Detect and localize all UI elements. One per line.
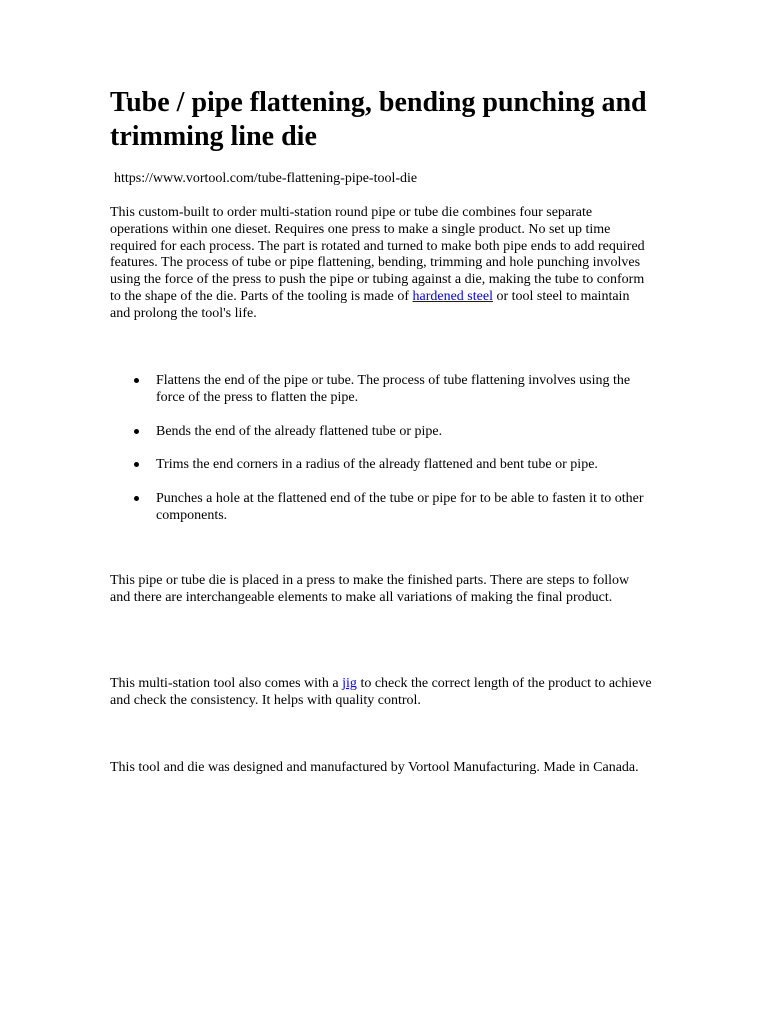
- intro-text-end: or tool steel to maintain and prolong the tool's life.: [110, 288, 630, 321]
- list-item: [110, 372, 662, 406]
- intro-text-start: This custom-built to order multi-station round pipe or tube die combines four separate operations within one dieset. Requires one press to make a single product. No set up time required for each process. The part is rotated and turned to make both pipe ends to add required features. The process of tube or pipe flattening, bending, trimming and hole punching involves using the force of the press to push the pipe or tubing against a die, making the tube to conform to the shape of the die. Parts of the tooling is made of: [110, 205, 645, 304]
- bullet-icon: [134, 429, 139, 434]
- document-title: Tube / pipe flattening, bending punching and trimming line die: [110, 87, 647, 152]
- list-item-text: Trims the end corners in a radius of the already flattened and bent tube or pipe.: [156, 457, 598, 472]
- operations-list: [110, 372, 662, 540]
- jig-text-start: This multi-station tool also comes with a: [110, 676, 343, 691]
- bullet-icon: [134, 462, 139, 467]
- list-item-text: Punches a hole at the flattened end of the tube or pipe for to be able to fasten it to other components.: [156, 490, 644, 523]
- bullet-icon: [134, 378, 139, 383]
- hardened-steel-link[interactable]: hardened steel: [412, 288, 493, 304]
- source-url: https://www.vortool.com/tube-flattening-pipe-tool-die: [114, 171, 418, 186]
- bullet-icon: [134, 496, 139, 501]
- jig-link[interactable]: jig: [342, 676, 357, 691]
- intro-paragraph: [110, 205, 652, 323]
- press-paragraph: This pipe or tube die is placed in a press to make the finished parts. There are steps to follow and there are interchangeable elements to make all variations of making the final product.: [110, 573, 630, 605]
- jig-paragraph: [110, 676, 662, 710]
- jig-text-end: to check the correct length of the product to achieve and check the consistency. It helps with quality control.: [110, 676, 652, 708]
- list-item-text: Bends the end of the already flattened tube or pipe.: [156, 423, 443, 439]
- list-item: [110, 490, 662, 524]
- list-item-text: Flattens the end of the pipe or tube. The process of tube flattening involves using the force of the press to flatten the pipe.: [156, 373, 631, 405]
- list-item: [110, 456, 662, 473]
- list-item: [110, 423, 662, 440]
- manufacturer-paragraph: This tool and die was designed and manufactured by Vortool Manufacturing. Made in Canada.: [110, 760, 639, 775]
